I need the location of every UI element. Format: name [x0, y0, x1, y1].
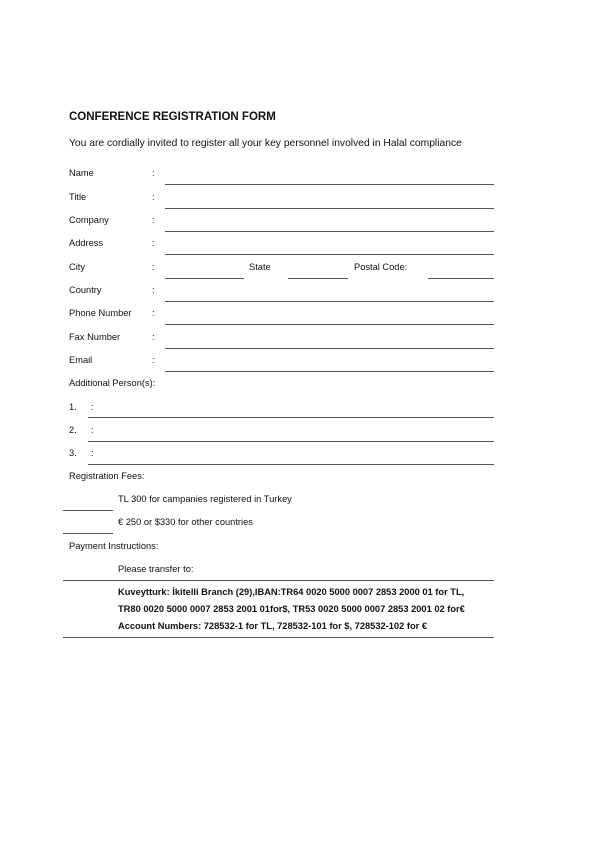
additional-person-number-1: 1.	[69, 402, 77, 412]
colon: :	[152, 168, 155, 178]
email-field[interactable]	[165, 371, 494, 372]
city-field[interactable]	[165, 278, 244, 279]
fax-field[interactable]	[165, 348, 494, 349]
name-label: Name	[69, 168, 94, 178]
colon: :	[152, 355, 155, 365]
intro-text: You are cordially invited to register all your key personnel involved in Halal compliance	[69, 138, 462, 149]
fax-label: Fax Number	[69, 332, 121, 342]
bank-line-2: TR80 0020 5000 0007 2853 2001 01for$, TR53 0020 5000 0007 2853 2001 02 for€	[118, 604, 465, 614]
phone-label: Phone Number	[69, 308, 132, 318]
colon: :	[152, 285, 155, 295]
country-label: Country	[69, 285, 102, 295]
phone-field[interactable]	[165, 324, 494, 325]
fee-turkey-text: TL 300 for campanies registered in Turkey	[118, 494, 292, 504]
colon: :	[91, 425, 94, 435]
fee-turkey-checkbox[interactable]	[63, 510, 113, 511]
colon: :	[91, 448, 94, 458]
additional-person-field-2[interactable]	[88, 441, 494, 442]
colon: :	[152, 238, 155, 248]
colon: :	[152, 308, 155, 318]
payment-instructions-label: Payment Instructions:	[69, 541, 159, 551]
title-label: Title	[69, 192, 87, 202]
additional-person-number-3: 3.	[69, 448, 77, 458]
colon: :	[152, 192, 155, 202]
name-field[interactable]	[165, 184, 494, 185]
colon: :	[152, 332, 155, 342]
address-field[interactable]	[165, 254, 494, 255]
fee-other-checkbox[interactable]	[63, 533, 113, 534]
company-field[interactable]	[165, 231, 494, 232]
divider	[63, 637, 494, 638]
colon: :	[152, 215, 155, 225]
bank-line-3: Account Numbers: 728532-1 for TL, 728532-101 for $, 728532-102 for €	[118, 621, 428, 631]
fee-other-text: € 250 or $330 for other countries	[118, 517, 253, 527]
state-field[interactable]	[288, 278, 348, 279]
additional-persons-label: Additional Person(s):	[69, 378, 156, 388]
colon: :	[152, 262, 155, 272]
postal-code-label: Postal Code:	[354, 262, 408, 272]
postal-code-field[interactable]	[428, 278, 494, 279]
additional-person-number-2: 2.	[69, 425, 77, 435]
title-field[interactable]	[165, 208, 494, 209]
transfer-label: Please transfer to:	[118, 564, 194, 574]
state-label: State	[249, 262, 271, 272]
email-label: Email	[69, 355, 93, 365]
country-field[interactable]	[165, 301, 494, 302]
registration-fees-label: Registration Fees:	[69, 471, 145, 481]
bank-line-1: Kuveytturk: İkitelli Branch (29),IBAN:TR64 0020 5000 0007 2853 2000 01 for TL,	[118, 587, 465, 597]
colon: :	[91, 402, 94, 412]
divider	[63, 580, 494, 581]
additional-person-field-3[interactable]	[88, 464, 494, 465]
page-title: CONFERENCE REGISTRATION FORM	[69, 111, 276, 123]
city-label: City	[69, 262, 86, 272]
company-label: Company	[69, 215, 109, 225]
additional-person-field-1[interactable]	[88, 417, 494, 418]
address-label: Address	[69, 238, 104, 248]
